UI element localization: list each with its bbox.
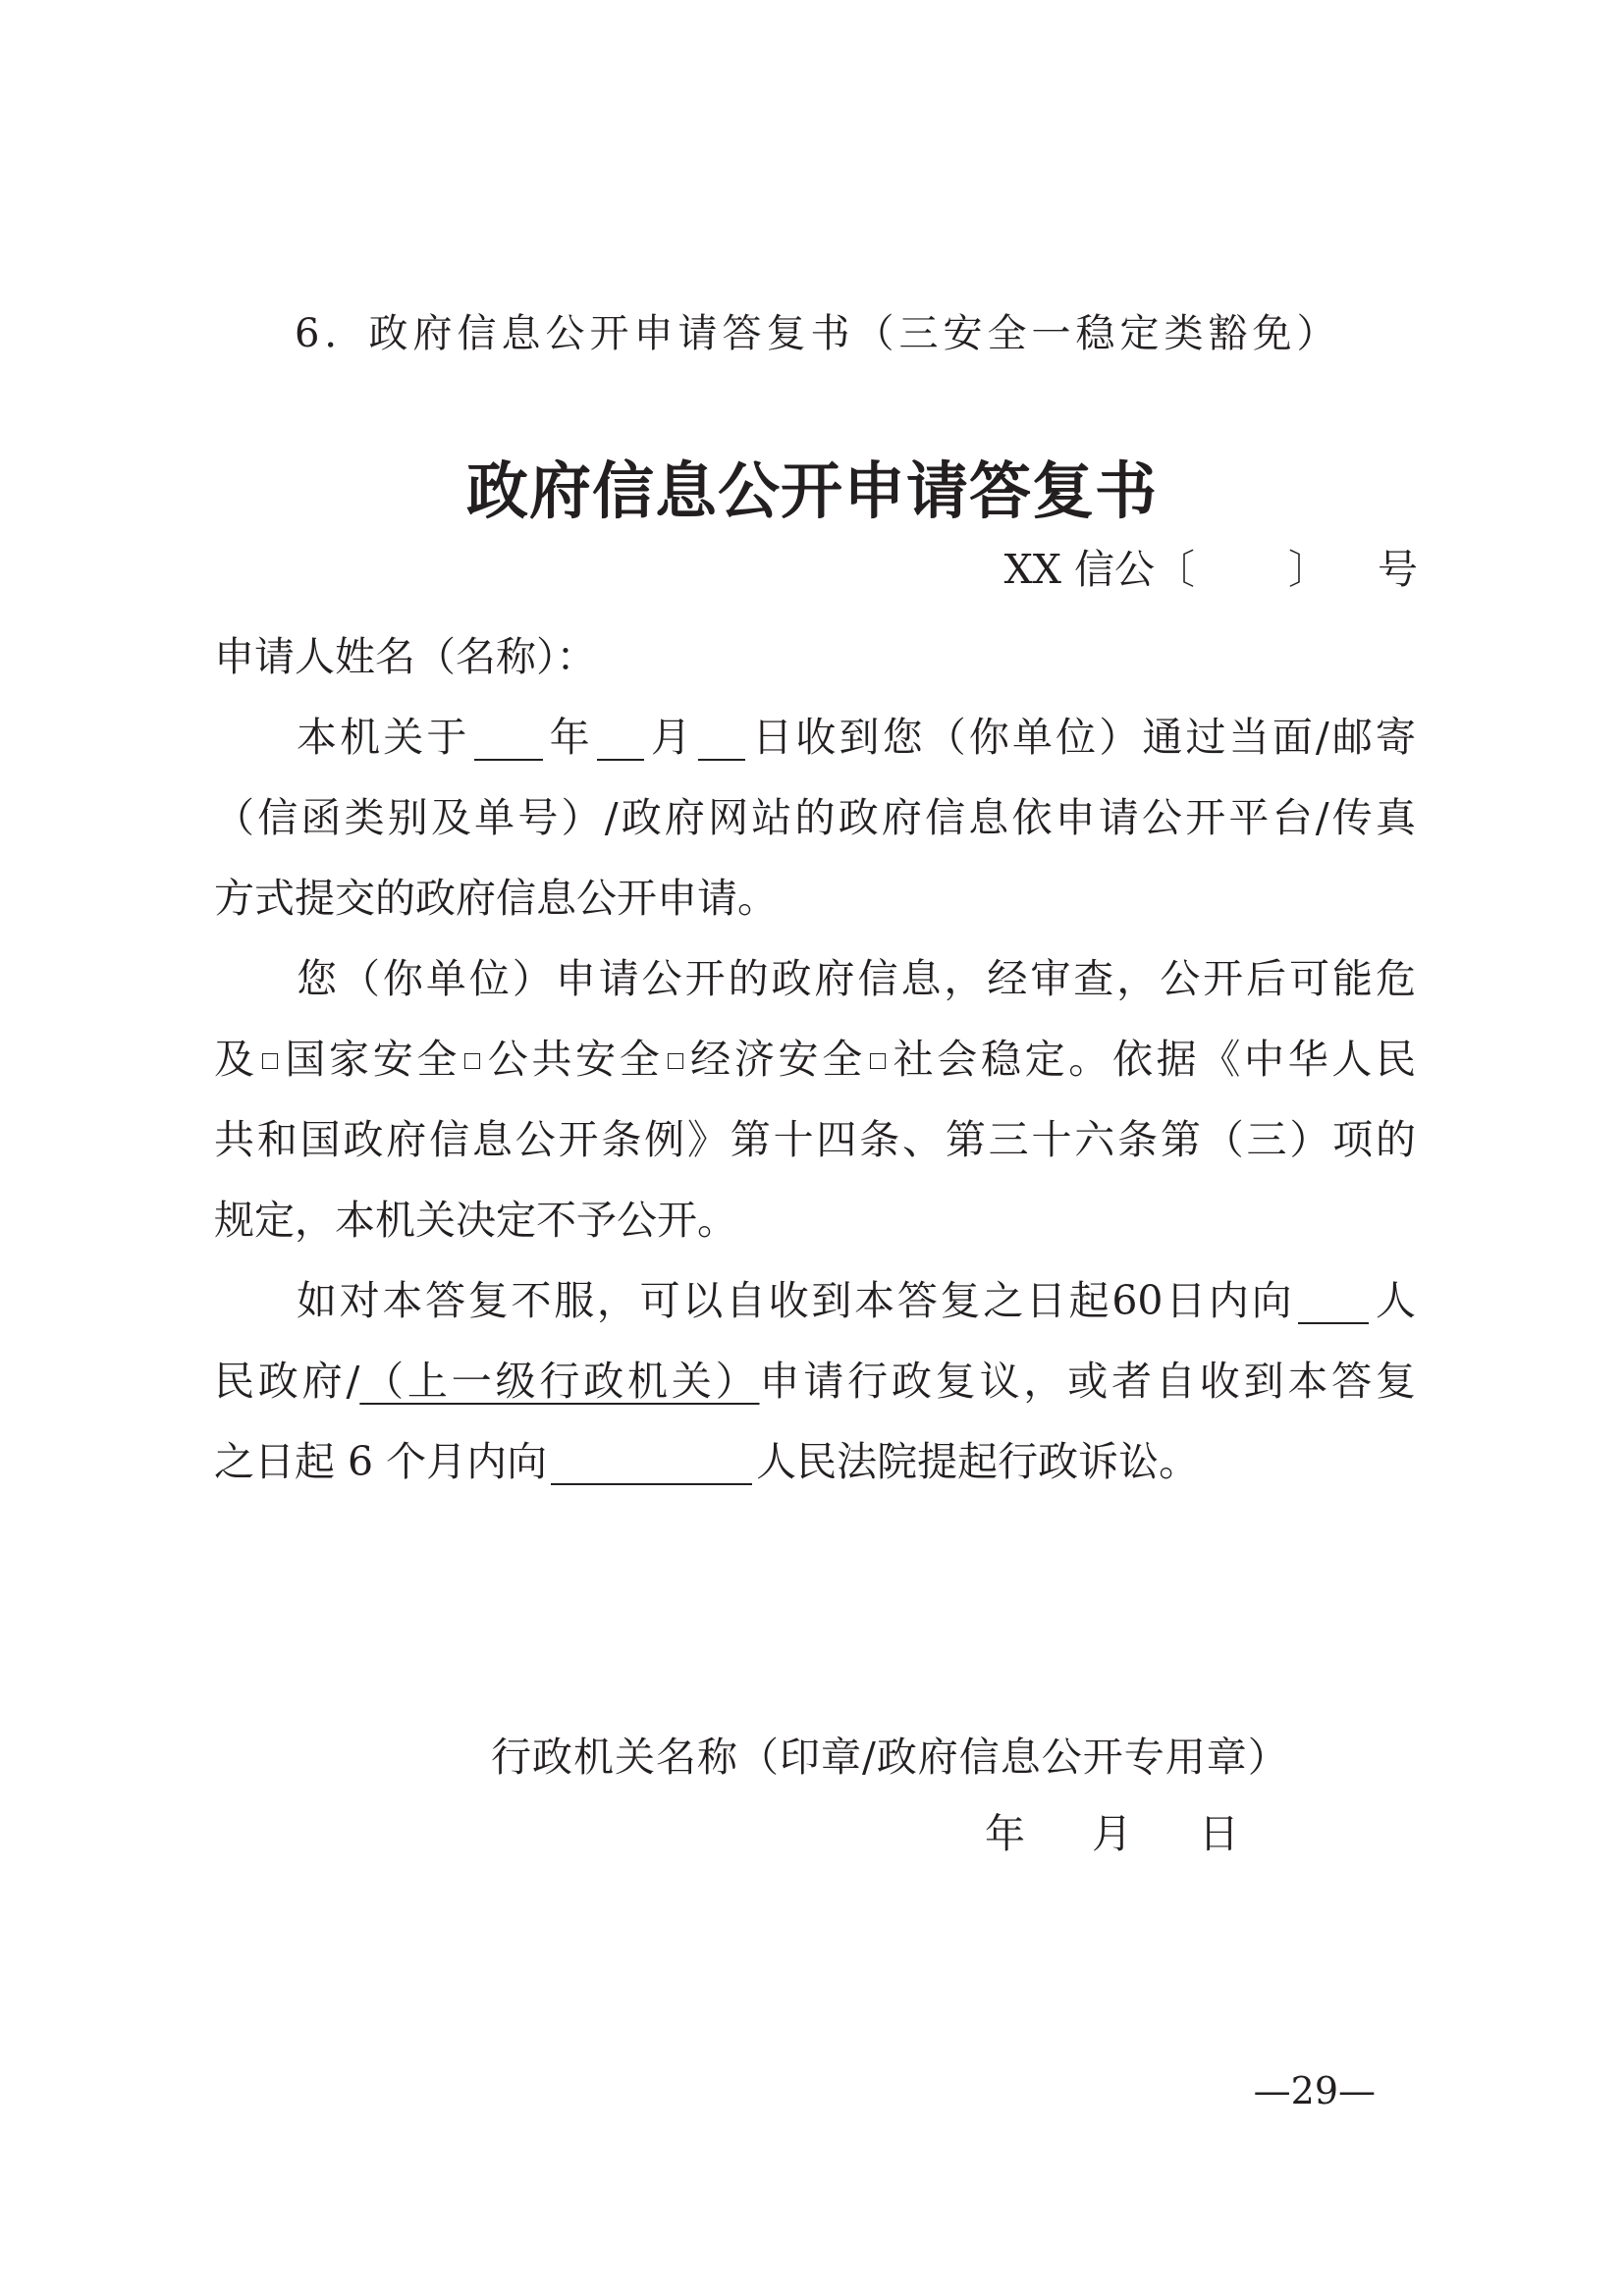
para1-line2: （信函类别及单号）/政府网站的政府信息依申请公开平台/传真: [214, 794, 1416, 841]
document-number: [1004, 540, 1418, 599]
document-title: 政府信息公开申请答复书: [466, 454, 1158, 527]
para3-line3-lead: 之日起 6 个月内向: [214, 1438, 548, 1485]
para2-line4: 规定，本机关决定不予公开。: [214, 1197, 737, 1244]
para2-line3: 共和国政府信息公开条例》第十四条、第三十六条第（三）项的: [214, 1116, 1416, 1163]
day-blank[interactable]: [698, 714, 745, 761]
option-social-stability: 社会稳定。依据《中华人民: [889, 1036, 1417, 1083]
para3-line1-end: 人: [1373, 1277, 1416, 1324]
option-economic-security: 经济安全: [686, 1036, 866, 1083]
checkbox-social-stability[interactable]: [870, 1053, 886, 1069]
para3-line1-text: 如对本答复不服，可以自收到本答复之日起60日内向: [297, 1277, 1295, 1324]
para1-year: 年: [546, 714, 593, 761]
signature-month: 月: [1092, 1810, 1132, 1857]
signature-year: 年: [985, 1810, 1025, 1857]
salutation: 申请人姓名（名称）：: [214, 633, 597, 680]
doc-number-suffix: 号: [1378, 546, 1418, 593]
para2-line1: 您（你单位）申请公开的政府信息，经审查，公开后可能危: [297, 955, 1416, 1002]
page-number: —29—: [1253, 2069, 1376, 2112]
para1-line1: [214, 697, 1416, 777]
superior-agency-field[interactable]: （上一级行政机关）: [359, 1358, 760, 1405]
para1-lead: 本机关于: [297, 714, 470, 761]
checkbox-economic-security[interactable]: [668, 1053, 683, 1069]
month-blank[interactable]: [597, 714, 644, 761]
court-blank[interactable]: [551, 1438, 752, 1485]
year-blank[interactable]: [474, 714, 543, 761]
signature-organization: 行政机关名称（印章/政府信息公开专用章）: [491, 1734, 1289, 1781]
para1-month: 月: [647, 714, 695, 761]
doc-number-prefix: XX 信公〔: [1003, 546, 1195, 593]
doc-number-bracket-close: 〕: [1288, 546, 1328, 593]
checkbox-national-security[interactable]: [262, 1053, 278, 1069]
para1-rest: 日收到您（你单位）通过当面/邮寄: [749, 714, 1416, 761]
checkbox-public-security[interactable]: [464, 1053, 480, 1069]
para3-line3-rest: 人民法院提起行政诉讼。: [756, 1438, 1200, 1485]
option-public-security: 公共安全: [484, 1036, 664, 1083]
para1-line3: 方式提交的政府信息公开申请。: [214, 875, 778, 922]
para3-line2: [214, 1341, 1416, 1421]
option-national-security: 国家安全: [281, 1036, 461, 1083]
para3-line3: [214, 1421, 1416, 1502]
government-blank[interactable]: [1298, 1277, 1369, 1324]
para3-line2-rest: 申请行政复议，或者自收到本答复: [759, 1358, 1416, 1405]
signature-date: [985, 1804, 1239, 1863]
para3-line2-lead: 民政府/: [214, 1358, 360, 1405]
para2-line2: [214, 1019, 1416, 1099]
para2-line2-lead: 及: [214, 1036, 258, 1083]
para3-line1: [214, 1260, 1416, 1341]
section-heading: 6．政府信息公开申请答复书（三安全一稳定类豁免）: [295, 311, 1341, 356]
signature-day: 日: [1199, 1810, 1239, 1857]
